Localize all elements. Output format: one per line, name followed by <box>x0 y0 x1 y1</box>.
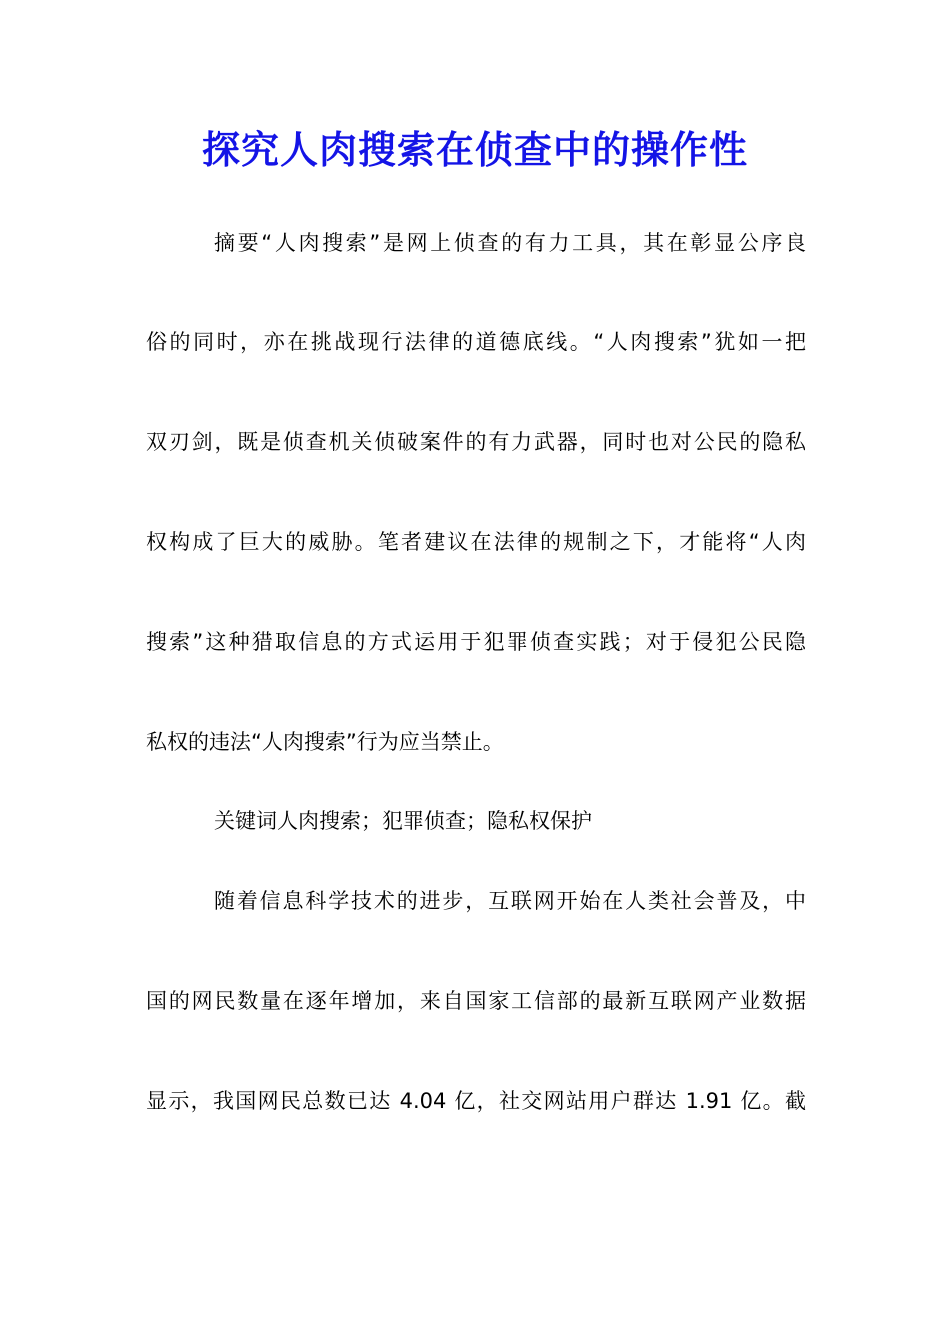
body-line-3: 显示，我国网民总数已达 4.04 亿，社交网站用户群达 1.91 亿。截 <box>146 1089 806 1113</box>
abstract-line-5: 搜索”这种猎取信息的方式运用于犯罪侦查实践；对于侵犯公民隐 <box>146 630 806 654</box>
abstract-line-1: 摘要“人肉搜索”是网上侦查的有力工具，其在彰显公序良 <box>214 231 806 255</box>
abstract-line-6: 私权的违法“人肉搜索”行为应当禁止。 <box>146 730 504 754</box>
abstract-line-3: 双刃剑，既是侦查机关侦破案件的有力武器，同时也对公民的隐私 <box>146 430 806 454</box>
keywords-line: 关键词人肉搜索；犯罪侦查；隐私权保护 <box>214 809 592 833</box>
body-line-1: 随着信息科学技术的进步，互联网开始在人类社会普及，中 <box>214 889 806 913</box>
abstract-line-2: 俗的同时，亦在挑战现行法律的道德底线。“人肉搜索”犹如一把 <box>146 330 806 354</box>
abstract-line-4: 权构成了巨大的威胁。笔者建议在法律的规制之下，才能将“人肉 <box>146 530 806 554</box>
document-title: 探究人肉搜索在侦查中的操作性 <box>201 127 748 172</box>
body-line-2: 国的网民数量在逐年增加，来自国家工信部的最新互联网产业数据 <box>146 989 806 1013</box>
